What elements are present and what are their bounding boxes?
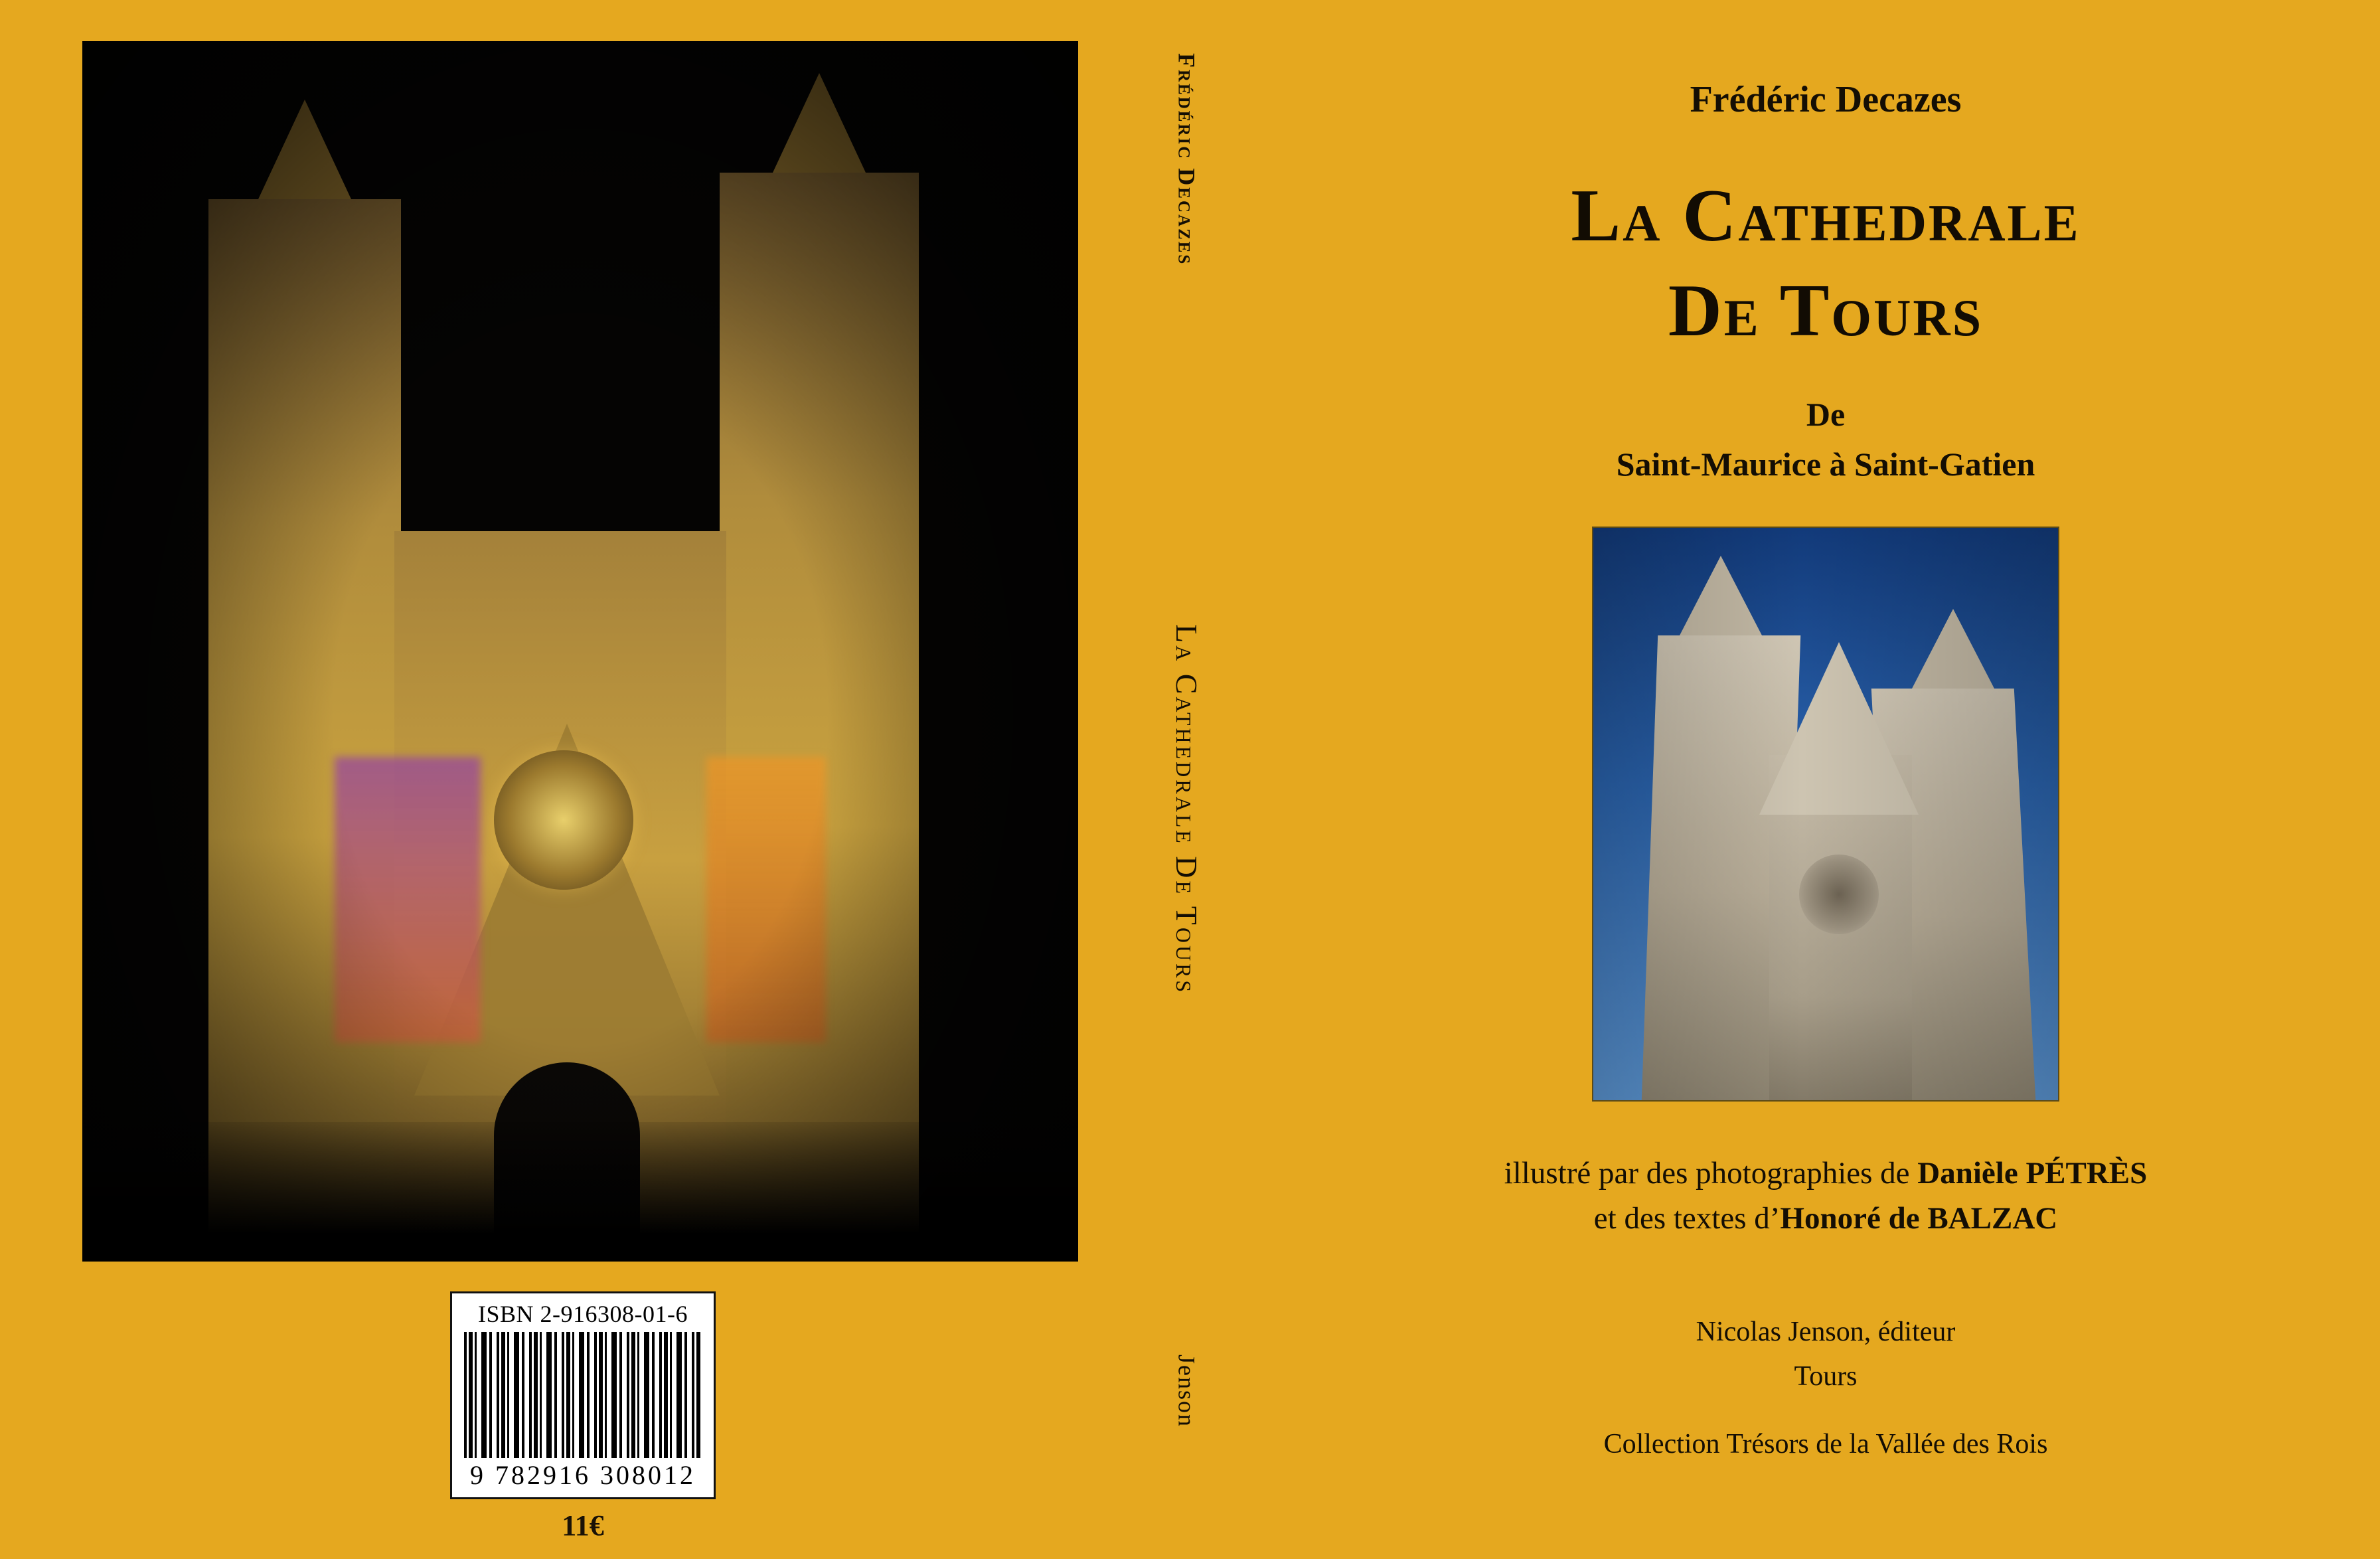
isbn-block	[450, 1291, 716, 1542]
publisher-name: Nicolas Jenson, éditeur	[1696, 1317, 1956, 1347]
photo-vignette	[82, 41, 1078, 1262]
back-cover-photo	[82, 41, 1078, 1262]
front-title	[1271, 169, 2380, 359]
isbn-label: ISBN 2-916308-01-6	[478, 1301, 688, 1327]
price-label: 11€	[562, 1509, 604, 1542]
credits	[1271, 1151, 2380, 1241]
front-photo-shading	[1593, 528, 2058, 1100]
spine-title: La Cathedrale De Tours	[1170, 624, 1204, 995]
front-cover	[1271, 0, 2380, 1559]
credit-line-author	[1271, 1196, 2380, 1241]
barcode-icon	[464, 1332, 702, 1458]
barcode-digits: 9 782916 308012	[470, 1460, 696, 1490]
credit-photographer-prefix: illustré par des photographies de	[1504, 1155, 1918, 1190]
front-author: Frédéric Decazes	[1690, 79, 1962, 120]
back-cover	[0, 0, 1102, 1559]
credit-texts-name: Honoré de BALZAC	[1780, 1200, 2058, 1236]
spine-publisher: Jenson	[1173, 1354, 1200, 1428]
publisher-city: Tours	[1794, 1361, 1858, 1392]
front-title-line-2: De Tours	[1668, 270, 1984, 353]
credit-photographer-name: Danièle PÉTRÈS	[1917, 1155, 2148, 1190]
front-subtitle-line-1: De	[1806, 395, 1846, 433]
front-cover-photo	[1592, 527, 2059, 1102]
spine	[1102, 0, 1271, 1559]
isbn-box	[450, 1291, 716, 1499]
front-title-line-1: La Cathedrale	[1571, 175, 2081, 257]
spine-author: Frédéric Decazes	[1173, 53, 1200, 266]
publisher-block	[1271, 1310, 2380, 1399]
credit-line-photographer	[1271, 1151, 2380, 1196]
credit-texts-prefix: et des textes d’	[1593, 1200, 1781, 1236]
front-subtitle	[1271, 390, 2380, 489]
front-subtitle-line-2: Saint-Maurice à Saint-Gatien	[1616, 445, 2035, 483]
collection-label: Collection Trésors de la Vallée des Rois	[1603, 1429, 2048, 1460]
